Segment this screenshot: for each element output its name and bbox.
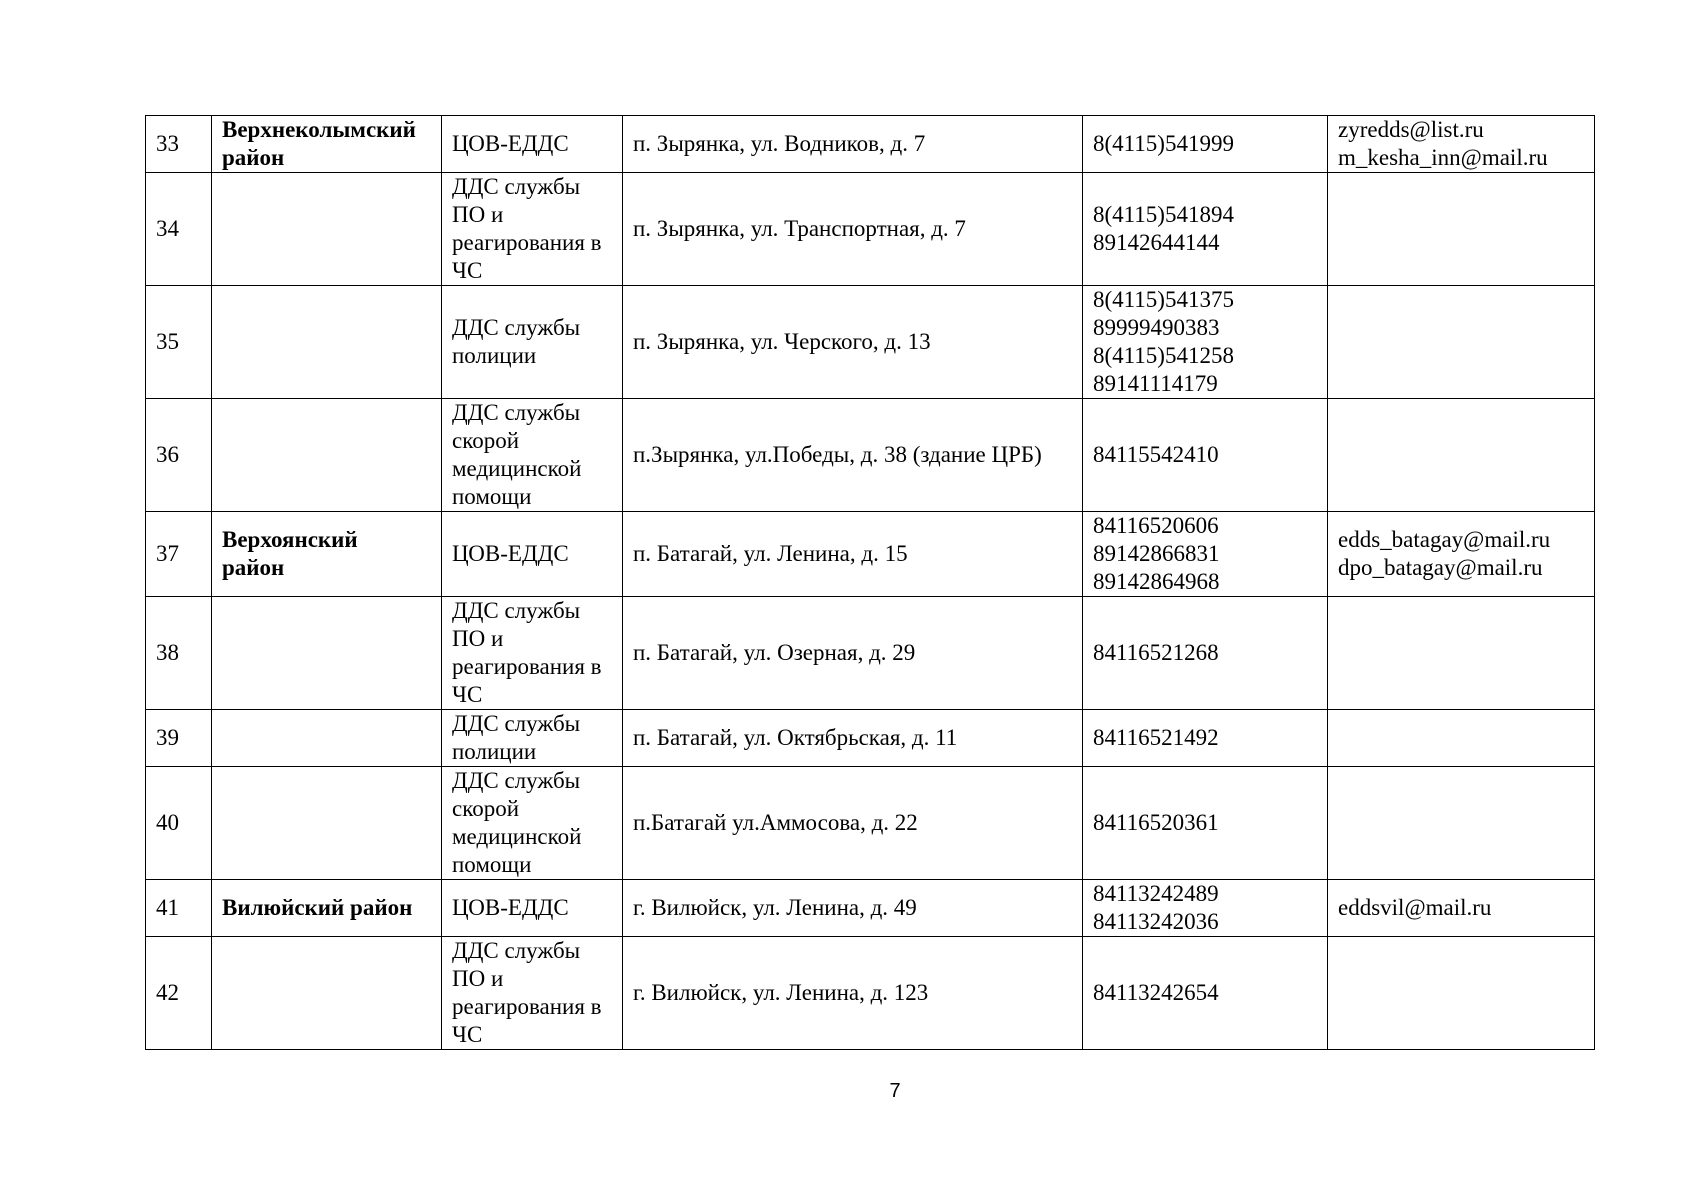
address: п. Зырянка, ул. Черского, д. 13 <box>623 286 1083 399</box>
service-name: ЦОВ-ЕДДС <box>442 880 623 937</box>
table-row <box>146 512 1595 597</box>
service-name: ДДС службы полиции <box>442 286 623 399</box>
row-number: 39 <box>146 710 212 767</box>
email-addresses: edds_batagay@mail.ru dpo_batagay@mail.ru <box>1328 512 1595 597</box>
table-row <box>146 597 1595 710</box>
address: п. Зырянка, ул. Транспортная, д. 7 <box>623 173 1083 286</box>
phone-numbers: 8(4115)541894 89142644144 <box>1083 173 1328 286</box>
district-name <box>212 286 442 399</box>
address: п. Батагай, ул. Озерная, д. 29 <box>623 597 1083 710</box>
email-addresses <box>1328 937 1595 1050</box>
email-addresses <box>1328 286 1595 399</box>
address: п. Батагай, ул. Ленина, д. 15 <box>623 512 1083 597</box>
address: п. Зырянка, ул. Водников, д. 7 <box>623 116 1083 173</box>
district-name: Вилюйский район <box>212 880 442 937</box>
email-addresses <box>1328 399 1595 512</box>
phone-numbers: 84116520361 <box>1083 767 1328 880</box>
district-name <box>212 399 442 512</box>
service-name: ДДС службы ПО и реагирования в ЧС <box>442 597 623 710</box>
row-number: 36 <box>146 399 212 512</box>
email-addresses <box>1328 710 1595 767</box>
table-row <box>146 116 1595 173</box>
phone-numbers: 84113242489 84113242036 <box>1083 880 1328 937</box>
service-name: ДДС службы полиции <box>442 710 623 767</box>
row-number: 34 <box>146 173 212 286</box>
table-row <box>146 880 1595 937</box>
row-number: 41 <box>146 880 212 937</box>
email-addresses <box>1328 173 1595 286</box>
email-addresses <box>1328 597 1595 710</box>
phone-numbers: 84116520606 89142866831 89142864968 <box>1083 512 1328 597</box>
service-name: ЦОВ-ЕДДС <box>442 512 623 597</box>
row-number: 42 <box>146 937 212 1050</box>
district-name: Верхнеколымский район <box>212 116 442 173</box>
service-name: ДДС службы ПО и реагирования в ЧС <box>442 173 623 286</box>
phone-numbers: 8(4115)541999 <box>1083 116 1328 173</box>
address: п. Батагай, ул. Октябрьская, д. 11 <box>623 710 1083 767</box>
address: п.Зырянка, ул.Победы, д. 38 (здание ЦРБ) <box>623 399 1083 512</box>
address: г. Вилюйск, ул. Ленина, д. 49 <box>623 880 1083 937</box>
row-number: 35 <box>146 286 212 399</box>
table-row <box>146 173 1595 286</box>
service-name: ДДС службы ПО и реагирования в ЧС <box>442 937 623 1050</box>
table-row <box>146 286 1595 399</box>
phone-numbers: 84116521268 <box>1083 597 1328 710</box>
service-name: ДДС службы скорой медицинской помощи <box>442 399 623 512</box>
table-row <box>146 937 1595 1050</box>
district-name <box>212 597 442 710</box>
district-name <box>212 937 442 1050</box>
service-name: ДДС службы скорой медицинской помощи <box>442 767 623 880</box>
page-number: 7 <box>889 1080 901 1102</box>
email-addresses: zyredds@list.ru m_kesha_inn@mail.ru <box>1328 116 1595 173</box>
email-addresses <box>1328 767 1595 880</box>
table-row <box>146 767 1595 880</box>
district-name: Верхоянский район <box>212 512 442 597</box>
email-addresses: eddsvil@mail.ru <box>1328 880 1595 937</box>
row-number: 37 <box>146 512 212 597</box>
district-name <box>212 767 442 880</box>
table-body <box>146 116 1595 1050</box>
address: г. Вилюйск, ул. Ленина, д. 123 <box>623 937 1083 1050</box>
phone-numbers: 84116521492 <box>1083 710 1328 767</box>
contacts-table <box>145 115 1595 1050</box>
district-name <box>212 173 442 286</box>
row-number: 38 <box>146 597 212 710</box>
table-row <box>146 710 1595 767</box>
service-name: ЦОВ-ЕДДС <box>442 116 623 173</box>
district-name <box>212 710 442 767</box>
phone-numbers: 84115542410 <box>1083 399 1328 512</box>
table-row <box>146 399 1595 512</box>
row-number: 40 <box>146 767 212 880</box>
address: п.Батагай ул.Аммосова, д. 22 <box>623 767 1083 880</box>
phone-numbers: 8(4115)541375 89999490383 8(4115)541258 89141114179 <box>1083 286 1328 399</box>
row-number: 33 <box>146 116 212 173</box>
phone-numbers: 84113242654 <box>1083 937 1328 1050</box>
